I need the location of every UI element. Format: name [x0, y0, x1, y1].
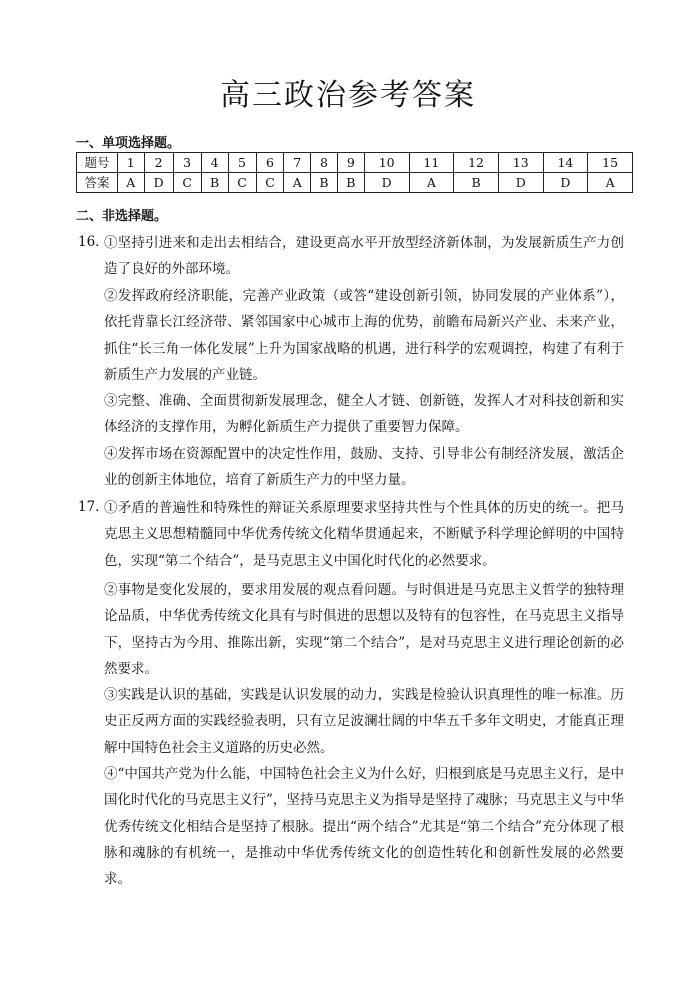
answer-cell: B — [201, 173, 228, 193]
row-label-answer: 答案 — [77, 173, 118, 193]
q16-point-4: ④发挥市场在资源配置中的决定性作用，鼓励、支持、引导非公有制经济发展，激活企业的创新主体地位，培育了新质生产力的中坚力量。 — [104, 446, 624, 489]
answer-cell: D — [144, 173, 173, 193]
question-number: 13 — [498, 153, 543, 173]
answer-cell: B — [337, 173, 364, 193]
section-heading-choice: 一、单项选择题。 — [76, 136, 181, 151]
question-number: 4 — [201, 153, 228, 173]
answer-cell: D — [543, 173, 588, 193]
question-number: 10 — [364, 153, 409, 173]
answer-cell: A — [118, 173, 145, 193]
answer-cell: A — [284, 173, 311, 193]
answer-cell: D — [364, 173, 409, 193]
question-number: 11 — [409, 153, 454, 173]
answer-row — [77, 173, 633, 193]
q17-point-2: ②事物是变化发展的，要求用发展的观点看问题。与时俱进是马克思主义哲学的独特理论品质，中华优秀传统文化具有与时俱进的思想以及特有的包容性，在马克思主义指导下，坚持古为今用、推陈出新，实现“第二个结合”，是对马克思主义进行理论创新的必然要求。 — [104, 582, 624, 677]
row-label-number: 题号 — [77, 153, 118, 173]
q17-point-3: ③实践是认识的基础，实践是认识发展的动力，实践是检验认识真理性的唯一标准。历史正反两方面的实践经验表明，只有立足波澜壮阔的中华五千多年文明史，才能真正理解中国特色社会主义道路的历史必然。 — [104, 687, 624, 756]
question-number: 5 — [228, 153, 256, 173]
question-number-row — [77, 153, 633, 173]
answer-table — [76, 152, 633, 193]
answer-cell: B — [454, 173, 499, 193]
question-number: 9 — [337, 153, 364, 173]
question-number: 14 — [543, 153, 588, 173]
question-17-number: 17． — [78, 499, 109, 515]
q17-point-4: ④“中国共产党为什么能，中国特色社会主义为什么好，归根到底是马克思主义行，是中国化时代化的马克思主义行”，坚持马克思主义为指导是坚持了魂脉；马克思主义与中华优秀传统文化相结合是坚持了根脉。提出“两个结合”尤其是“第二个结合”充分体现了根脉和魂脉的有机统一，是推动中华优秀传统文化的创造性转化和创新性发展的必然要求。 — [104, 766, 624, 888]
question-number: 7 — [284, 153, 311, 173]
q16-point-1: ①坚持引进来和走出去相结合，建设更高水平开放型经济新体制，为发展新质生产力创造了良好的外部环境。 — [104, 235, 624, 278]
question-number: 1 — [118, 153, 145, 173]
question-number: 6 — [256, 153, 284, 173]
section-heading-essay: 二、非选择题。 — [76, 209, 168, 224]
answer-cell: A — [409, 173, 454, 193]
answer-cell: D — [498, 173, 543, 193]
q17-point-1: ①矛盾的普遍性和特殊性的辩证关系原理要求坚持共性与个性具体的历史的统一。把马克思主义思想精髓同中华优秀传统文化精华贯通起来，不断赋予科学理论鲜明的中国特色，实现“第二个结合”，是马克思主义中国化时代化的必然要求。 — [104, 500, 624, 569]
question-number: 15 — [588, 153, 633, 173]
page-title: 高三政治参考答案 — [220, 78, 476, 113]
question-number: 3 — [173, 153, 201, 173]
question-number: 8 — [310, 153, 337, 173]
question-16-number: 16． — [78, 234, 109, 250]
answer-cell: B — [310, 173, 337, 193]
answer-cell: C — [256, 173, 284, 193]
question-number: 12 — [454, 153, 499, 173]
question-number: 2 — [144, 153, 173, 173]
answer-cell: A — [588, 173, 633, 193]
q16-point-2: ②发挥政府经济职能，完善产业政策（或答“建设创新引领，协同发展的产业体系”），依托背靠长江经济带、紧邻国家中心城市上海的优势，前瞻布局新兴产业、未来产业，抓住“长三角一体化发展”上升为国家战略的机遇，进行科学的宏观调控，构建了有利于新质生产力发展的产业链。 — [104, 288, 624, 383]
q16-point-3: ③完整、准确、全面贯彻新发展理念，健全人才链、创新链，发挥人才对科技创新和实体经济的支撑作用，为孵化新质生产力提供了重要智力保障。 — [104, 393, 624, 436]
answer-cell: C — [173, 173, 201, 193]
answer-cell: C — [228, 173, 256, 193]
